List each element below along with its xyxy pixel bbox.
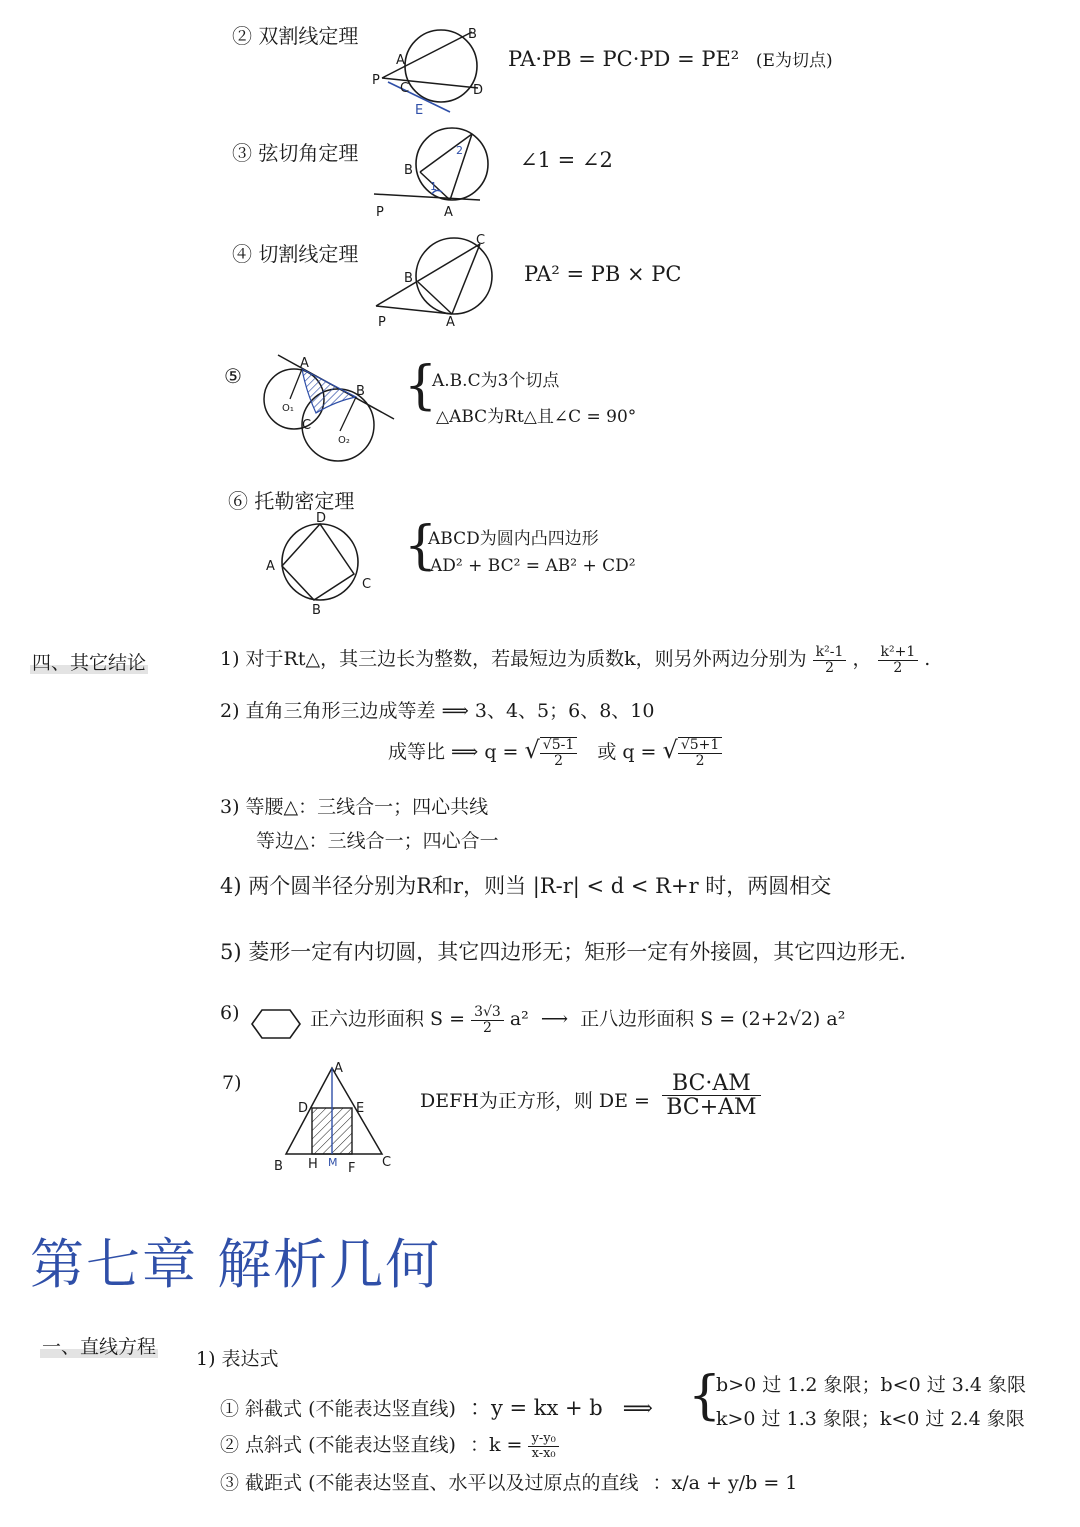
t5-label-o2: O₂ — [338, 435, 350, 446]
f2-frac — [528, 1432, 558, 1460]
frac2-num: k²+1 — [878, 645, 919, 661]
f2-prefix: ：k = — [469, 1434, 523, 1456]
t2-formula-text: PA·PB = PC·PD = PE² — [508, 47, 740, 71]
f1-brace: { — [688, 1366, 722, 1426]
f2-num: y-y₀ — [528, 1432, 558, 1447]
t7-label-c: C — [382, 1155, 392, 1170]
t5-label-b: B — [356, 384, 365, 399]
t7-label-h: H — [308, 1157, 318, 1172]
t2-label-p: P — [372, 73, 380, 88]
f1-label: ① 斜截式 (不能表达竖直线) — [220, 1398, 456, 1420]
hex-frac-num: 3√3 — [471, 1005, 504, 1021]
hex-text: 正六边形面积 S = — [310, 1008, 466, 1030]
theorem-2-diagram — [368, 24, 488, 116]
t6-label-d: D — [316, 511, 327, 526]
f2-den: x-x₀ — [531, 1445, 556, 1461]
frac1-den: 2 — [825, 659, 834, 676]
de-frac-den: BC+AM — [666, 1095, 757, 1121]
t3-label-a: A — [444, 205, 453, 220]
theorem-4-diagram — [372, 232, 502, 332]
theorem-3-title: ③ 弦切角定理 — [232, 141, 359, 165]
t4-label-b: B — [404, 271, 413, 286]
t4-label-a: A — [446, 315, 455, 330]
t7-label-d: D — [298, 1101, 309, 1116]
conclusion-3-line2: 等边△：三线合一；四心合一 — [256, 830, 499, 852]
slope-intercept-row — [220, 1392, 653, 1422]
intercept-row — [220, 1468, 797, 1495]
t7-label-e: E — [356, 1101, 365, 1116]
conclusion-5: 5) 菱形一定有内切圆，其它四边形无；矩形一定有外接圆，其它四边形无. — [220, 940, 906, 964]
conclusion-1-frac2 — [878, 645, 919, 675]
conclusion-6-num: 6) — [220, 1002, 240, 1024]
conclusion-6-formulas — [310, 1004, 845, 1035]
t3-label-one: 1 — [430, 180, 437, 193]
geo-prefix: 成等比 ⟹ q = — [388, 741, 519, 763]
geo-num1: √5-1 — [540, 738, 577, 754]
t2-circle — [405, 30, 477, 102]
t4-label-c: C — [476, 233, 486, 248]
conclusion-1-text: 1) 对于Rt△，其三边长为整数，若最短边为质数k，则另外两边分别为 — [220, 648, 807, 670]
point-slope-row — [220, 1430, 559, 1460]
t2-label-a: A — [396, 53, 405, 68]
geo-den1: 2 — [554, 753, 563, 769]
theorem-6-title: ⑥ 托勒密定理 — [228, 489, 355, 513]
geo-frac1 — [540, 737, 577, 768]
theorem-5-title: ⑤ — [224, 364, 242, 388]
t4-secant-pc — [376, 244, 480, 306]
theorem-6-brace: { — [404, 516, 438, 576]
conclusion-4: 4) 两个圆半径分别为R和r，则当 |R-r| < d < R+r 时，两圆相交 — [220, 874, 832, 898]
section-1-heading-text: 一、直线方程 — [42, 1336, 157, 1358]
f3-label: ③ 截距式 (不能表达竖直、水平以及过原点的直线 — [220, 1472, 639, 1494]
section-1-sub: 1) 表达式 — [196, 1348, 279, 1370]
conclusion-7-frac — [662, 1072, 761, 1119]
t7-label-b: B — [274, 1159, 283, 1174]
theorem-4-title: ④ 切割线定理 — [232, 242, 359, 266]
geo-frac2 — [678, 737, 722, 768]
conclusion-3-line1: 3) 等腰△：三线合一；四心共线 — [220, 796, 489, 818]
hexagon-icon — [250, 1008, 302, 1040]
conclusion-1-end: . — [924, 648, 931, 670]
theorem-3-formula: ∠1 = ∠2 — [520, 148, 613, 172]
t7-label-f: F — [348, 1161, 356, 1176]
theorem-6-line1: ABCD为圆内凸四边形 — [428, 529, 599, 549]
t5-label-o1: O₁ — [282, 403, 294, 414]
conclusion-2: 2) 直角三角形三边成等差 ⟹ 3、4、5；6、8、10 — [220, 700, 655, 722]
t2-label-b: B — [468, 27, 477, 42]
oct-text: 正八边形面积 S = (2+2√2) a² — [580, 1008, 846, 1030]
theorem-2-formula — [508, 46, 833, 71]
hex-arrow: ⟶ — [540, 1008, 569, 1030]
t6-label-a: A — [266, 559, 275, 574]
t7-label-a: A — [334, 1061, 343, 1076]
theorem-6-line2: AD² + BC² = AB² + CD² — [430, 556, 636, 576]
conclusions-heading — [30, 648, 148, 675]
theorem-5-diagram — [260, 355, 395, 467]
t3-tangent — [374, 194, 480, 200]
t5-radius-o2b — [340, 397, 356, 431]
f1-formula: ：y = kx + b — [469, 1396, 603, 1420]
theorem-5-line1: A.B.C为3个切点 — [432, 371, 560, 391]
geo-num2: √5+1 — [678, 738, 722, 754]
conclusion-1 — [220, 644, 930, 675]
t3-label-two: 2 — [456, 144, 463, 157]
section-1-heading — [40, 1332, 158, 1359]
t6-label-c: C — [362, 577, 372, 592]
conclusion-1-frac1 — [813, 645, 847, 675]
geo-or: 或 q = — [597, 741, 657, 763]
theorem-6-diagram — [262, 510, 382, 620]
t3-chord-b-top — [420, 134, 472, 172]
chapter-title: 第七章 解析几何 — [30, 1233, 442, 1296]
theorem-2-title: ② 双割线定理 — [232, 24, 359, 48]
conclusion-7-diagram — [270, 1062, 400, 1177]
t4-chord-ac — [452, 244, 480, 314]
conclusion-7-text: DEFH为正方形，则 DE = — [420, 1090, 650, 1112]
theorem-3-diagram — [370, 126, 500, 220]
theorem-4-formula: PA² = PB × PC — [524, 262, 682, 286]
hex-tail: a² — [509, 1008, 529, 1030]
geo-den2: 2 — [695, 753, 705, 769]
t5-radius-o1a — [290, 369, 302, 399]
theorem-5-brace: { — [404, 356, 438, 416]
t2-label-c: C — [400, 81, 410, 96]
f2-label: ② 点斜式 (不能表达竖直线) — [220, 1434, 456, 1456]
de-frac — [662, 1072, 761, 1119]
t5-label-c: C — [302, 418, 312, 433]
f1-case2: k>0 过 1.3 象限；k<0 过 2.4 象限 — [716, 1408, 1025, 1430]
hex-frac-den: 2 — [482, 1019, 492, 1036]
f1-arrow: ⟹ — [622, 1396, 653, 1420]
t2-label-d: D — [473, 83, 484, 98]
t3-label-b: B — [404, 163, 413, 178]
conclusion-7-num: 7) — [222, 1072, 242, 1094]
theorem-5-line2: △ABC为Rt△且∠C = 90° — [436, 407, 637, 427]
t3-circle — [416, 128, 488, 200]
t2-label-e: E — [415, 103, 424, 118]
t5-label-a: A — [300, 356, 309, 371]
f3-formula: ：x/a + y/b = 1 — [652, 1472, 798, 1494]
t2-formula-note: (E为切点) — [755, 51, 833, 71]
hex-frac — [471, 1005, 504, 1035]
t4-tangent-pa — [376, 306, 452, 314]
conclusion-1-sep: ， — [852, 648, 872, 670]
t6-label-b: B — [312, 603, 321, 618]
conclusions-heading-text: 四、其它结论 — [32, 652, 147, 674]
t7-label-m: M — [328, 1156, 338, 1169]
de-frac-num: BC·AM — [662, 1072, 761, 1096]
f1-case1: b>0 过 1.2 象限；b<0 过 3.4 象限 — [716, 1374, 1027, 1396]
frac2-den: 2 — [893, 659, 903, 676]
conclusion-2-geometric: 成等比 ⟹ q = √ $\frac{√5-1}{2}$ 或 q = √ $\frac{√5+1}{2}$ — [388, 736, 722, 769]
frac1-num: k²-1 — [813, 645, 847, 661]
t3-label-p: P — [376, 205, 384, 220]
t4-label-p: P — [378, 315, 386, 330]
